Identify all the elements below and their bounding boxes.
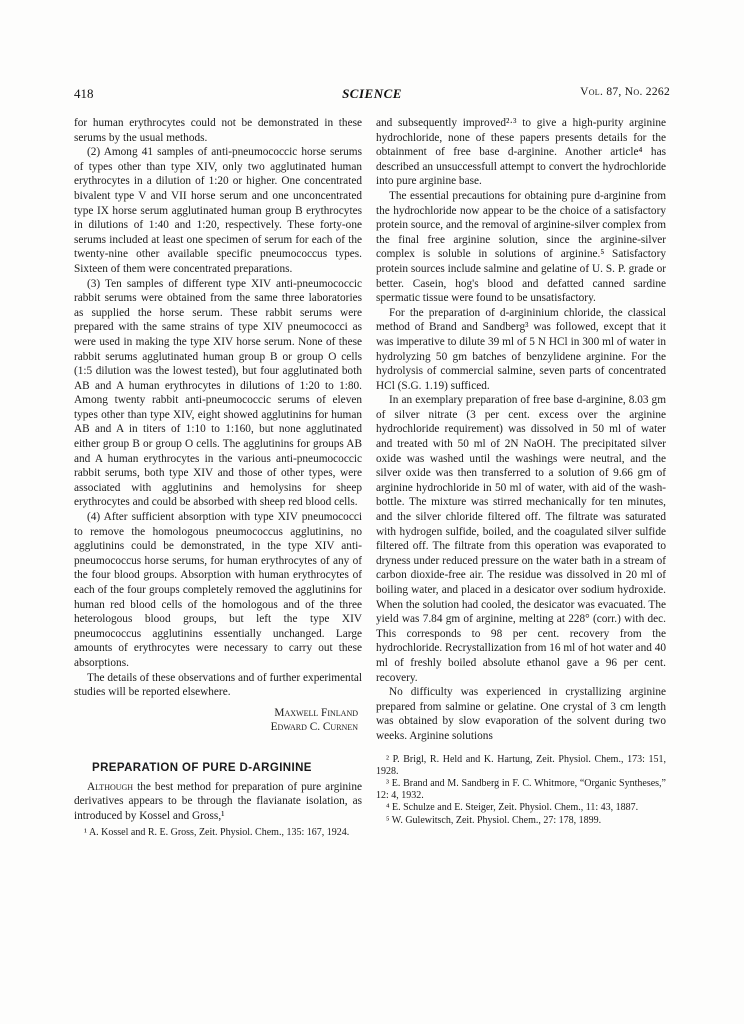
paragraph: The details of these observations and of further experimental studies will be reported elsewhere. <box>74 671 362 699</box>
footnote: ¹ A. Kossel and R. E. Gross, Zeit. Physiol. Chem., 135: 167, 1924. <box>84 827 350 839</box>
paragraph: In an exemplary preparation of free base d-arginine, 8.03 gm of silver nitrate (3 per cent. excess over the arginine hydrochloride requirement) was dissolved in 50 ml of water and treated with 50 ml of 2N NaOH. The precipitated silver oxide was washed until the washings were neutral, and the silver oxide was then transferred to a solution of 9.66 gm of arginine hydrochloride in 50 ml of water, with aid of the wash-bottle. The mixture was stirred mechanically for ten minutes, and the silver chloride filtered off. The filtrate was saturated with hydrogen sulfide, boiled, and the coagulated silver sulfide filtered off. The filtrate from this operation was evaporated to dryness under reduced pressure on the water bath in a stream of carbon dioxide-free air. The residue was dissolved in 20 ml of boiling water, and placed in a desicator over sodium hydroxide. When the solution had cooled, the desicator was evacuated. The yield was 7.84 gm of arginine, melting at 228° (corr.) with dec. This corresponds to 98 per cent. recovery from the hydrochloride. Recrystallization from 16 ml of hot water and 40 ml of freshly boiled absolute ethanol gave a 96 per cent. recovery. <box>376 394 666 684</box>
section-intro-text: the best method for preparation of pure arginine derivatives appears to be through the flavianate isolation, as introduced by Kossel and Gross,¹ <box>74 780 362 822</box>
footnotes <box>376 754 666 827</box>
paragraph: No difficulty was experienced in crystallizing arginine prepared from salmine or gelatine. One crystal of 3 cm length was obtained by slow evaporation of the solvent during two weeks. Arginine solutions <box>376 686 666 742</box>
volume-info: Vol. 87, No. 2262 <box>580 86 670 98</box>
page-number: 418 <box>74 86 94 101</box>
paragraph: (3) Ten samples of different type XIV anti-pneumococcic rabbit serums were obtained from the same three laboratories as supplied the horse serum. These rabbit serums were prepared with the same strains of type XIV pneumococci as were used in making the type XIV horse serum. None of these rabbit serums agglutinated human group B or group O cells (1:5 dilution was the lowest tested), but four agglutinated both AB and A human erythrocytes in dilutions of 1:20 to 1:80. Among twenty rabbit anti-pneumococcic serums of eleven types other than type XIV, eight showed agglutinins for human AB and A in titers of 1:10 to 1:160, but none agglutinated either group B or group O cells. The agglutinins for groups AB and A human erythrocytes in the various anti-pneumococcic rabbit serums, both type XIV and those of other types, were associated with agglutinins and hemolysins for sheep erythrocytes and could be absorbed with sheep red blood cells. <box>74 277 362 509</box>
right-column <box>376 116 666 827</box>
paragraph: for human erythrocytes could not be demonstrated in these serums by the usual methods. <box>74 117 362 144</box>
footnote: ³ E. Brand and M. Sandberg in F. C. Whitmore, “Organic Syntheses,” 12: 4, 1932. <box>376 777 666 802</box>
journal-title: SCIENCE <box>342 86 402 101</box>
section-intro-lead: Although <box>87 780 134 793</box>
page-header <box>74 86 670 104</box>
footnote: ⁴ E. Schulze and E. Steiger, Zeit. Physiol. Chem., 11: 43, 1887. <box>386 802 639 814</box>
author-signature: Maxwell Finland <box>274 706 358 719</box>
section-intro-paragraph <box>74 780 362 824</box>
footnotes <box>74 827 362 839</box>
section-heading: PREPARATION OF PURE D-ARGININE <box>92 761 312 774</box>
footnote: ² P. Brigl, R. Held and K. Hartung, Zeit. Physiol. Chem., 173: 151, 1928. <box>376 753 666 777</box>
paragraph: and subsequently improved²·³ to give a high-purity arginine hydrochloride, none of these papers presents details for the obtainment of free base d-arginine. Another article⁴ has described an unsuccessfull attempt to convert the hydrochloride into pure arginine base. <box>376 117 666 188</box>
paragraph: (4) After sufficient absorption with type XIV pneumococci to remove the homologous pneumococcus agglutinins, no agglutinins could be demonstrated, in the type XIV anti-pneumococcus horse serums, for human erythrocytes of any of the four blood groups. Absorption with human erythrocytes of each of the four groups completely removed the agglutinins for human red blood cells of the homologous and of the three heterologous blood groups, but left the type XIV pneumococcus agglutinins essentially unchanged. Large amounts of erythrocytes were necessary to carry out these absorptions. <box>74 511 362 669</box>
footnote: ⁵ W. Gulewitsch, Zeit. Physiol. Chem., 27: 178, 1899. <box>386 814 602 826</box>
left-column <box>74 116 362 840</box>
author-signature: Edward C. Curnen <box>270 721 358 734</box>
paragraph: The essential precautions for obtaining pure d-arginine from the hydrochloride now appear to be the choice of a satisfactory protein source, and the removal of arginine-silver complex from the final free arginine solution, since the arginine-silver complex is soluble in solutions of arginine.⁵ Satisfactory protein sources include salmine and gelatine of U. S. P. grade or better. Casein, hog's blood and defatted canned sardine spermatic tissue were found to be unsatisfactory. <box>376 189 666 305</box>
paragraph: For the preparation of d-argininium chloride, the classical method of Brand and Sandberg³ was followed, except that it was imperative to dilute 39 ml of 5 N HCl in 300 ml of water in hydrolyzing 50 gm batches of benzylidene arginine. For the hydrolysis of commercial salmine, seven parts of concentrated HCl (S.G. 1.19) sufficed. <box>376 306 666 392</box>
paragraph: (2) Among 41 samples of anti-pneumococcic horse serums of types other than type XIV, only two agglutinated human erythrocytes in a dilution of 1:20 or higher. One concentrated bivalent type V and VII horse serum and one unconcentrated type IX horse serum agglutinated human group B erythrocytes in dilutions of 1:40 and 1:20, respectively. These forty-one serums included at least one specimen of serum for each of the twenty-nine other available specific pneumococcus types. Sixteen of them were concentrated preparations. <box>74 146 362 275</box>
